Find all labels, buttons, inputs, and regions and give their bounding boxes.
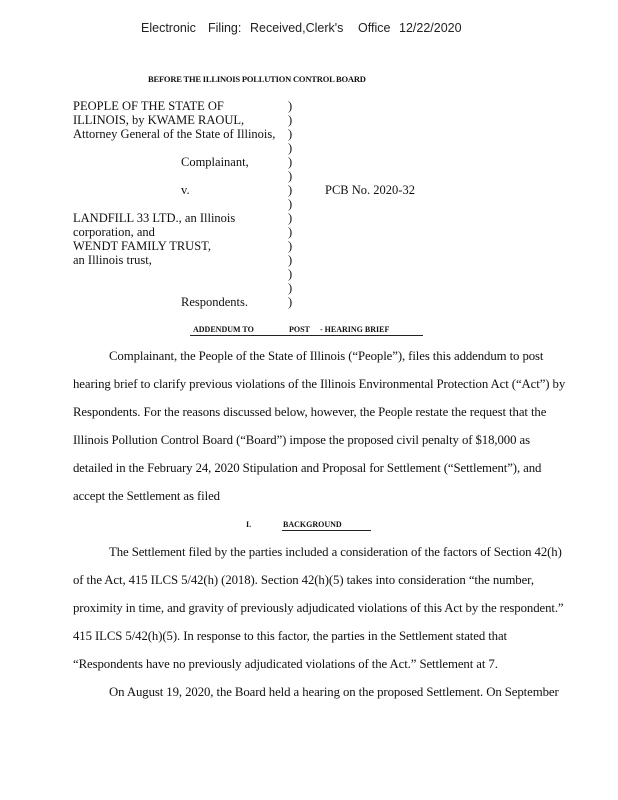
paren: ): [288, 141, 293, 155]
caption-case-number: PCB No. 2020-32: [325, 183, 415, 197]
caption-respondents: Respondents.: [181, 295, 249, 309]
paren: ): [288, 225, 293, 239]
stamp-filing: Filing:: [208, 21, 242, 35]
paren: ): [288, 169, 293, 183]
caption-defendant-line: corporation, and: [73, 225, 155, 239]
addendum-title-underline: [190, 335, 423, 336]
caption-complainant: Complainant,: [181, 155, 249, 169]
addendum-title-part3: - HEARING BRIEF: [320, 325, 390, 334]
paragraph-line: proximity in time, and gravity of previously adjudicated violations of this Act by the respondent.”: [73, 601, 564, 615]
section-title: BACKGROUND: [283, 520, 342, 529]
section-number: I.: [246, 520, 252, 529]
caption-plaintiff-line: Attorney General of the State of Illinois,: [73, 127, 276, 141]
stamp-office: Office: [358, 21, 391, 35]
paragraph-line: of the Act, 415 ILCS 5/42(h) (2018). Section 42(h)(5) takes into consideration “the number,: [73, 573, 534, 587]
paren: ): [288, 211, 293, 225]
paren: ): [288, 197, 293, 211]
paragraph-line: Complainant, the People of the State of Illinois (“People”), files this addendum to post: [109, 349, 544, 363]
paren: ): [288, 183, 293, 197]
paragraph-line: accept the Settlement as filed: [73, 489, 220, 503]
caption-defendant-line: an Illinois trust,: [73, 253, 152, 267]
caption-defendant-line: WENDT FAMILY TRUST,: [73, 239, 211, 253]
caption-plaintiff-line: PEOPLE OF THE STATE OF: [73, 99, 224, 113]
paragraph-line: On August 19, 2020, the Board held a hearing on the proposed Settlement. On September: [109, 685, 559, 699]
paren: ): [288, 281, 293, 295]
paragraph-line: Illinois Pollution Control Board (“Board”) impose the proposed civil penalty of $18,000 as: [73, 433, 530, 447]
caption-plaintiff-line: ILLINOIS, by KWAME RAOUL,: [73, 113, 245, 127]
board-title: BEFORE THE ILLINOIS POLLUTION CONTROL BOARD: [148, 74, 366, 84]
paren: ): [288, 113, 293, 127]
paragraph-line: Respondents. For the reasons discussed below, however, the People restate the request that the: [73, 405, 547, 419]
paragraph-line: “Respondents have no previously adjudicated violations of the Act.” Settlement at 7.: [73, 657, 498, 671]
caption-versus: v.: [181, 183, 190, 197]
paren: ): [288, 253, 293, 267]
paren: ): [288, 99, 293, 113]
paren: ): [288, 295, 293, 309]
paragraph-line: 415 ILCS 5/42(h)(5). In response to this factor, the parties in the Settlement stated that: [73, 629, 508, 643]
paren: ): [288, 267, 293, 281]
stamp-received: Received,Clerk's: [250, 21, 344, 35]
paragraph-line: hearing brief to clarify previous violations of the Illinois Environmental Protection Act (“Act”) by: [73, 377, 566, 391]
paragraph-line: detailed in the February 24, 2020 Stipulation and Proposal for Settlement (“Settlement”), and: [73, 461, 542, 475]
addendum-title-part1: ADDENDUM TO: [193, 325, 254, 334]
stamp-electronic: Electronic: [141, 21, 196, 35]
caption-defendant-line: LANDFILL 33 LTD., an Illinois: [73, 211, 236, 225]
stamp-date: 12/22/2020: [399, 21, 462, 35]
addendum-title-part2: POST: [289, 325, 310, 334]
paren: ): [288, 155, 293, 169]
section-title-underline: [282, 530, 371, 531]
paren: ): [288, 127, 293, 141]
caption-plaintiff: [73, 99, 275, 141]
caption-defendants: [73, 211, 235, 267]
caption-paren-column: [288, 99, 292, 309]
paragraph-line: The Settlement filed by the parties included a consideration of the factors of Section 42(h): [109, 545, 562, 559]
paren: ): [288, 239, 293, 253]
